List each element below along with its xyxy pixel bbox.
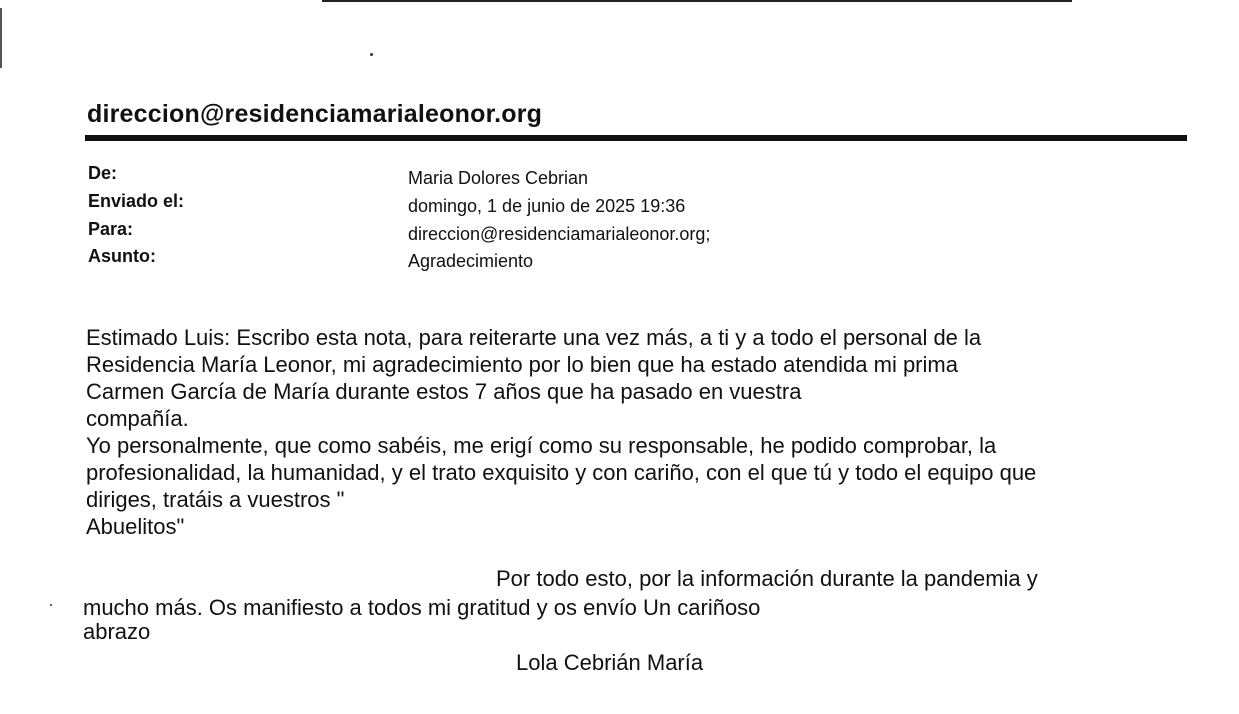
to-label: Para: (88, 219, 134, 239)
closing-line-2: mucho más. Os manifiesto a todos mi gratitud y os envío Un cariñoso (83, 595, 761, 620)
subject-label: Asunto: (88, 246, 156, 266)
scan-left-edge (0, 8, 4, 68)
to-value: direccion@residenciamarialeonor.org; (408, 224, 711, 244)
title-divider (85, 135, 1187, 141)
sent-value: domingo, 1 de junio de 2025 19:36 (408, 196, 686, 216)
closing-line-1: Por todo esto, por la información durante la pandemia y (496, 566, 1038, 591)
scan-speck (370, 53, 373, 56)
mailbox-title: direccion@residenciamarialeonor.org (87, 100, 543, 128)
message-body: Estimado Luis: Escribo esta nota, para reiterarte una vez más, a ti y a todo el personal de la Residencia María Leonor, mi agradecimiento por lo bien que ha estado atendida mi prima Carmen García de María durante estos 7 años que ha pasado en vuestra compañía. Yo personalmente, que como sabéis, me erigí como su responsable, he podido comprobar, la profesionalidad, la humanidad, y el trato exquisito y con cariño, con el que tú y todo el equipo que diriges, tratáis a vuestros " Abuelitos" (86, 325, 1037, 539)
scan-top-border (322, 0, 1072, 2)
from-value: Maria Dolores Cebrian (408, 168, 589, 188)
subject-value: Agradecimiento (408, 251, 534, 271)
sent-label: Enviado el: (88, 191, 185, 211)
signature: Lola Cebrián María (516, 650, 704, 675)
from-label: De: (88, 163, 118, 183)
closing-line-3: abrazo (83, 619, 151, 644)
scan-speck (50, 604, 52, 606)
